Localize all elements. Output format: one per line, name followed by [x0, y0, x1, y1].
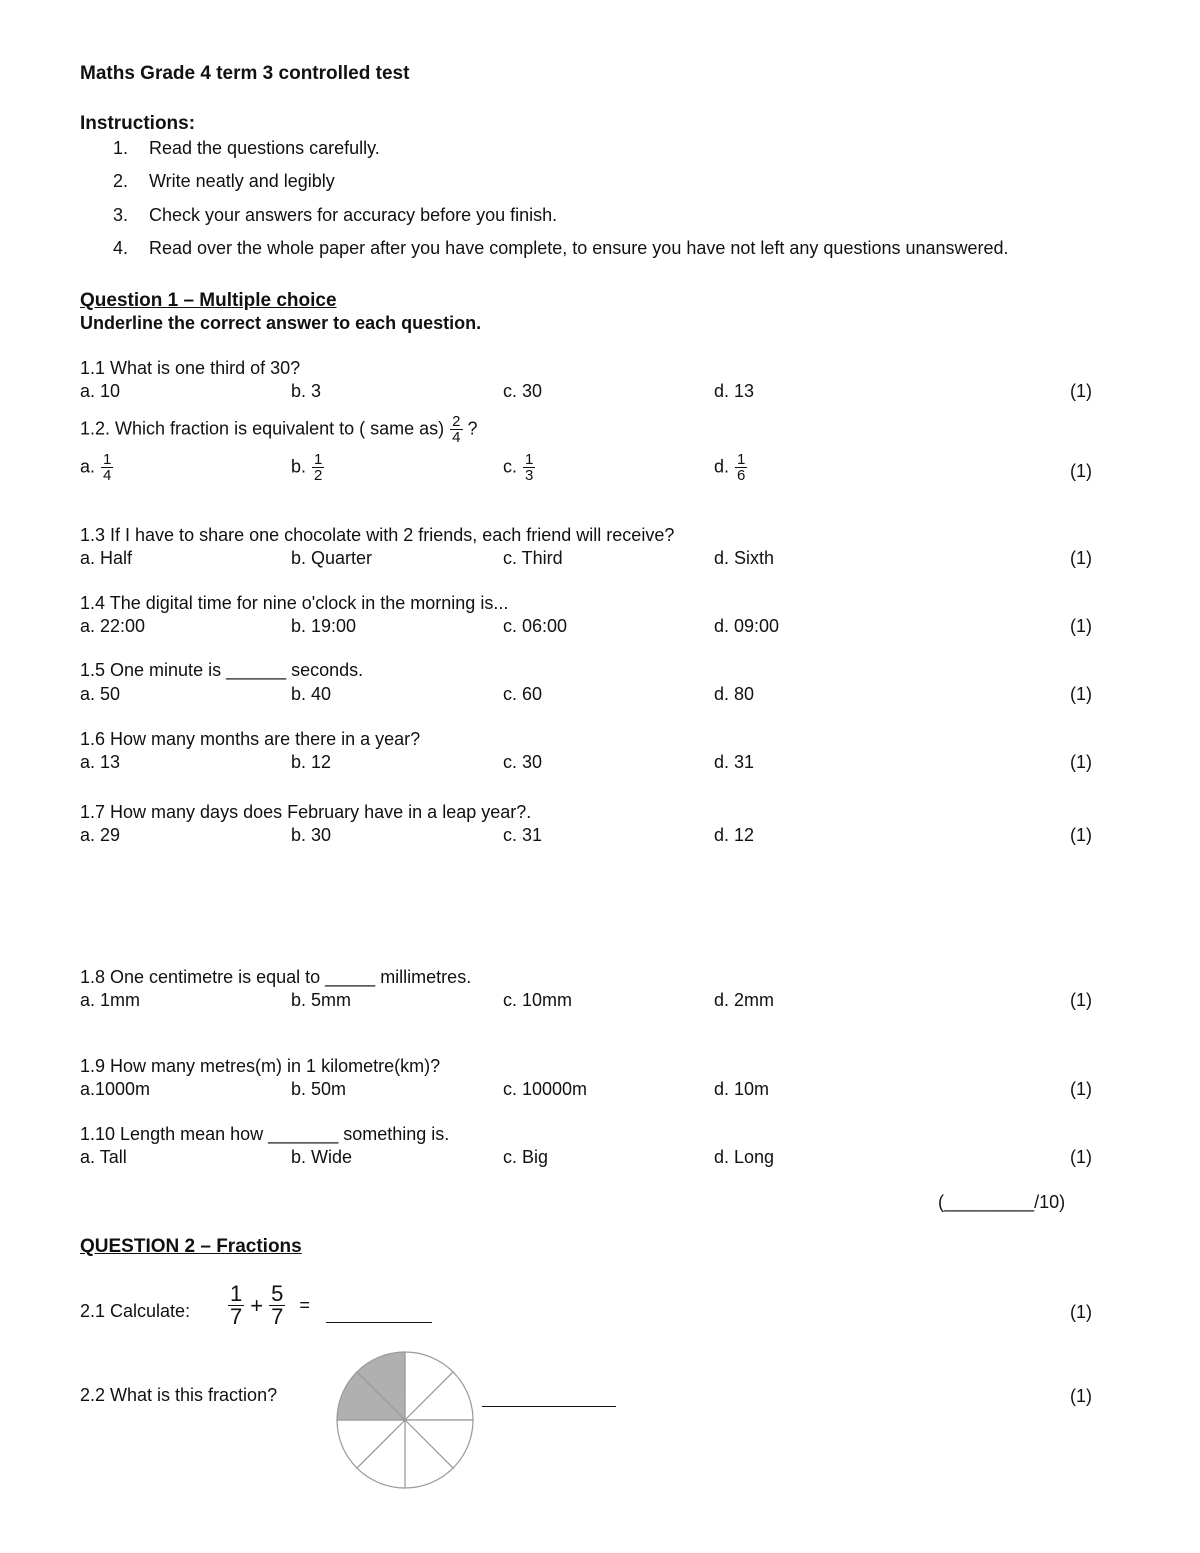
option-a[interactable]: a. 29 [80, 825, 121, 845]
option-c[interactable]: c. 10mm [503, 990, 573, 1010]
option-b[interactable]: b. Wide [291, 1147, 353, 1167]
option-d[interactable]: d. 80 [714, 684, 755, 704]
addition-expression: $\frac{1}{7}$ + $\frac{5}{7}$ = [230, 1281, 310, 1329]
question-2-1-label: 2.1 Calculate: [80, 1301, 191, 1321]
fraction: $\frac{1}{3}$ [525, 451, 534, 484]
circle-slices [337, 1352, 473, 1488]
instruction-item: 2. Write neatly and legibly [113, 171, 335, 191]
mark-allocation: (1) [1070, 381, 1092, 401]
mark-allocation: (1) [1070, 990, 1092, 1010]
option-b[interactable]: b. 50m [291, 1079, 347, 1099]
option-b[interactable]: b. 5mm [291, 990, 352, 1010]
option-b[interactable]: b. 19:00 [291, 616, 357, 636]
option-c[interactable]: c. 10000m [503, 1079, 588, 1099]
test-title: Maths Grade 4 term 3 controlled test [80, 63, 410, 84]
fraction: $\frac{5}{7}$ [271, 1281, 284, 1329]
option-c[interactable]: c. $\frac{1}{3}$ [503, 451, 534, 484]
section-total: (_________/10) [938, 1192, 1066, 1212]
instructions-heading: Instructions: [80, 113, 196, 134]
option-a[interactable]: a. 13 [80, 752, 121, 772]
question-1-10-text: 1.10 Length mean how _______ something is. [80, 1124, 450, 1144]
option-c[interactable]: c. 06:00 [503, 616, 568, 636]
mark-allocation: (1) [1070, 1147, 1092, 1167]
option-d[interactable]: d. 2mm [714, 990, 775, 1010]
option-a[interactable]: a. Half [80, 548, 133, 568]
question-1-7-text: 1.7 How many days does February have in a leap year?. [80, 802, 532, 822]
mark-allocation: (1) [1070, 461, 1092, 481]
option-d[interactable]: d. $\frac{1}{6}$ [714, 451, 746, 484]
option-c[interactable]: c. 31 [503, 825, 543, 845]
answer-blank[interactable] [482, 1386, 616, 1407]
option-b[interactable]: b. $\frac{1}{2}$ [291, 451, 323, 484]
option-c[interactable]: c. 60 [503, 684, 543, 704]
question-1-3-text: 1.3 If I have to share one chocolate with 2 friends, each friend will receive? [80, 525, 675, 545]
fraction: $\frac{1}{7}$ [230, 1281, 243, 1329]
question1-heading: Question 1 – Multiple choice [80, 290, 337, 311]
option-d[interactable]: d. 13 [714, 381, 755, 401]
mark-allocation: (1) [1070, 684, 1092, 704]
fraction: $\frac{1}{4}$ [103, 451, 112, 484]
option-b[interactable]: b. Quarter [291, 548, 373, 568]
mark-allocation: (1) [1070, 825, 1092, 845]
option-a[interactable]: a. 22:00 [80, 616, 146, 636]
mark-allocation: (1) [1070, 1386, 1092, 1406]
instruction-item: 4. Read over the whole paper after you have complete, to ensure you have not left any questions unanswered. [113, 238, 1009, 258]
instruction-item: 1. Read the questions carefully. [113, 138, 380, 158]
instruction-item: 3. Check your answers for accuracy before you finish. [113, 205, 558, 225]
option-a[interactable]: a.1000m [80, 1079, 151, 1099]
question-1-4-text: 1.4 The digital time for nine o'clock in the morning is... [80, 593, 509, 613]
question-1-8-text: 1.8 One centimetre is equal to _____ millimetres. [80, 967, 472, 987]
question2-heading: QUESTION 2 – Fractions [80, 1236, 302, 1257]
option-c[interactable]: c. Third [503, 548, 563, 568]
option-a[interactable]: a. $\frac{1}{4}$ [80, 451, 112, 484]
option-b[interactable]: b. 12 [291, 752, 332, 772]
fraction: $\frac{1}{6}$ [737, 451, 746, 484]
option-d[interactable]: d. 31 [714, 752, 755, 772]
option-a[interactable]: a. 1mm [80, 990, 141, 1010]
fraction: $\frac{1}{2}$ [314, 451, 323, 484]
option-c[interactable]: c. 30 [503, 752, 543, 772]
question1-subheading: Underline the correct answer to each question. [80, 313, 482, 333]
option-a[interactable]: a. 50 [80, 684, 121, 704]
answer-blank[interactable] [326, 1302, 432, 1323]
option-b[interactable]: b. 30 [291, 825, 332, 845]
option-d[interactable]: d. Sixth [714, 548, 775, 568]
fraction: $\frac{2}{4}$ [452, 413, 461, 446]
question-1-5-text: 1.5 One minute is ______ seconds. [80, 660, 364, 680]
mark-allocation: (1) [1070, 548, 1092, 568]
mark-allocation: (1) [1070, 752, 1092, 772]
option-b[interactable]: b. 3 [291, 381, 322, 401]
option-b[interactable]: b. 40 [291, 684, 332, 704]
question-1-6-text: 1.6 How many months are there in a year? [80, 729, 421, 749]
fraction-circle [334, 1349, 476, 1491]
option-d[interactable]: d. 10m [714, 1079, 770, 1099]
mark-allocation: (1) [1070, 1302, 1092, 1322]
option-c[interactable]: c. 30 [503, 381, 543, 401]
option-d[interactable]: d. 09:00 [714, 616, 780, 636]
mark-allocation: (1) [1070, 1079, 1092, 1099]
option-a[interactable]: a. 10 [80, 381, 121, 401]
option-c[interactable]: c. Big [503, 1147, 549, 1167]
option-a[interactable]: a. Tall [80, 1147, 127, 1167]
question-2-2-label: 2.2 What is this fraction? [80, 1385, 278, 1405]
question-1-2-text: 1.2. Which fraction is equivalent to ( same as) $\frac{2}{4}$ ? [80, 413, 478, 446]
question-1-9-text: 1.9 How many metres(m) in 1 kilometre(km)? [80, 1056, 441, 1076]
option-d[interactable]: d. 12 [714, 825, 755, 845]
question-1-1-text: 1.1 What is one third of 30? [80, 358, 301, 378]
option-d[interactable]: d. Long [714, 1147, 775, 1167]
mark-allocation: (1) [1070, 616, 1092, 636]
